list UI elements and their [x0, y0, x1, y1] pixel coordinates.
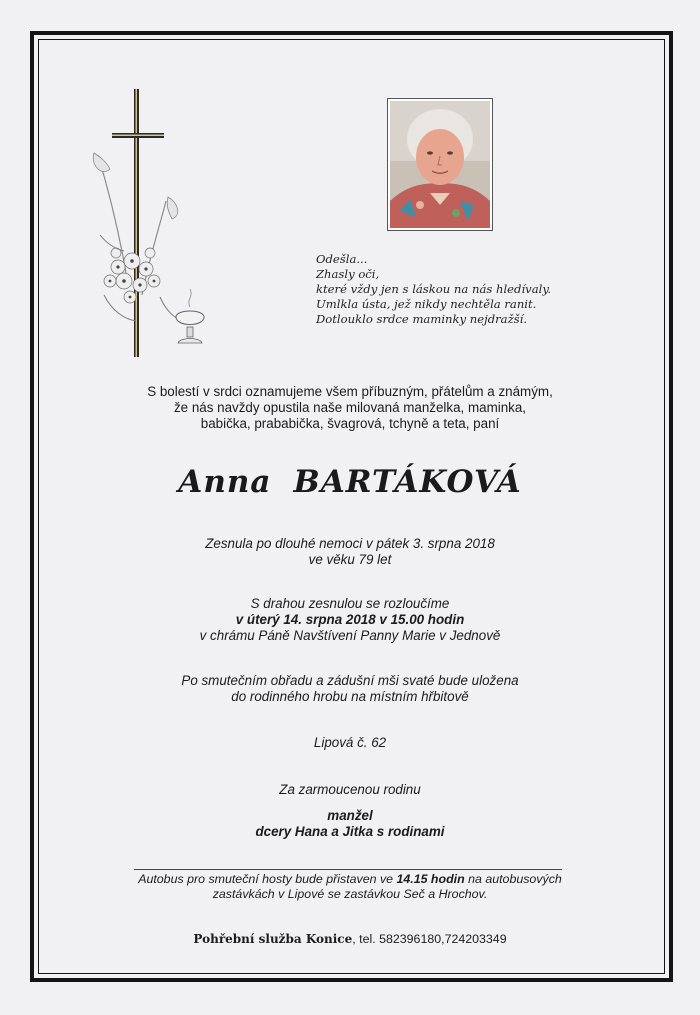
bus-text: na autobusových [464, 872, 562, 886]
burial-info [80, 673, 620, 705]
intro-line: babička, prababička, švagrová, tchyně a teta, paní [200, 416, 500, 431]
poem-line: Zhasly oči, [316, 267, 380, 281]
ceremony-datetime: v úterý 14. srpna 2018 v 15.00 hodin [235, 612, 465, 627]
poem [316, 252, 606, 327]
ceremony-info [80, 596, 620, 644]
death-info [80, 536, 620, 568]
bus-time: 14.15 hodin [396, 872, 465, 886]
death-line: Zesnula po dlouhé nemoci v pátek 3. srpna 2018 [205, 536, 495, 551]
first-name: Anna [178, 464, 272, 500]
burial-line: Po smutečním obřadu a zádušní mši svaté bude uložena [181, 673, 519, 688]
funeral-service-footer [80, 932, 620, 946]
bus-text: Autobus pro smuteční hosty bude přistaven ve [138, 872, 397, 886]
bus-notice [80, 872, 620, 902]
portrait-photo [387, 98, 493, 231]
cross-flower-illustration [80, 85, 220, 365]
bus-stops: zastávkách v Lipové se zastávkou Seč a Hrochov. [212, 887, 488, 901]
ceremony-place: v chrámu Páně Navštívení Panny Marie v Jednově [199, 628, 501, 643]
family-daughters: dcery Hana a Jitka s rodinami [255, 824, 445, 839]
family-husband: manžel [327, 808, 373, 823]
family-label: Za zarmoucenou rodinu [279, 782, 421, 797]
burial-line: do rodinného hrobu na místním hřbitově [231, 689, 469, 704]
deceased-name [80, 464, 620, 500]
divider-line [134, 869, 562, 870]
poem-line: Odešla... [316, 252, 368, 266]
poem-line: Umlkla ústa, jež nikdy nechtěla ranit. [316, 297, 537, 311]
family-signature [80, 782, 620, 840]
poem-line: Dotlouklo srdce maminky nejdražší. [316, 312, 528, 326]
funeral-contact: , tel. 582396180,724203349 [352, 932, 507, 946]
intro-line: S bolestí v srdci oznamujeme všem příbuzným, přátelům a známým, [147, 384, 553, 399]
intro-line: že nás navždy opustila naše milovaná manželka, maminka, [173, 400, 527, 415]
poem-line: které vždy jen s láskou na nás hledívaly. [316, 282, 552, 296]
address: Lipová č. 62 [313, 735, 387, 750]
ceremony-intro: S drahou zesnulou se rozloučíme [250, 596, 450, 611]
age-line: ve věku 79 let [308, 552, 392, 567]
funeral-company: Pohřební služba Konice [193, 932, 353, 946]
last-name: BARTÁKOVÁ [293, 464, 522, 500]
announcement-intro [80, 384, 620, 432]
